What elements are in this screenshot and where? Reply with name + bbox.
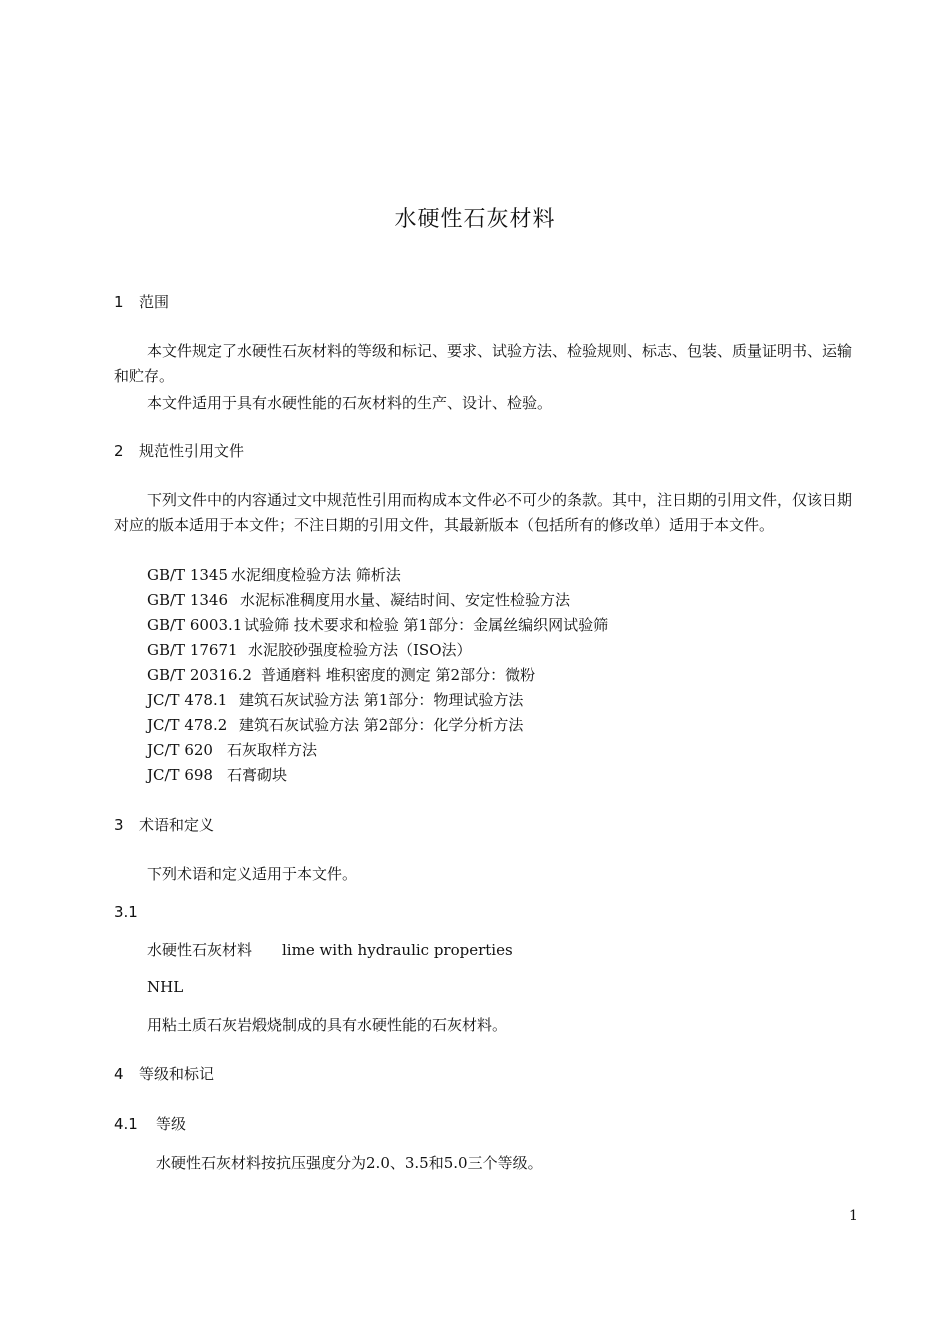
reference-item	[147, 690, 523, 710]
reference-item	[147, 640, 472, 660]
reference-code: JC/T 698	[147, 766, 213, 784]
subsection-4-1-heading	[114, 1114, 186, 1134]
reference-title: 水泥胶砂强度检验方法（ISO法）	[248, 641, 472, 659]
section-1-number: 1	[114, 293, 124, 311]
section-1-heading	[114, 292, 169, 312]
reference-code: GB/T 1346	[147, 591, 229, 609]
term-english: lime with hydraulic properties	[282, 941, 513, 959]
section-4-number: 4	[114, 1065, 124, 1083]
term-entry-number: 3.1	[114, 903, 138, 921]
reference-item	[147, 565, 401, 585]
reference-title: 建筑石灰试验方法 第2部分：化学分析方法	[239, 716, 524, 734]
section-2-number: 2	[114, 442, 124, 460]
term-abbreviation: NHL	[147, 978, 184, 996]
reference-item	[147, 765, 287, 785]
term-chinese: 水硬性石灰材料	[147, 941, 253, 959]
reference-code: GB/T 17671	[147, 641, 238, 659]
reference-title: 建筑石灰试验方法 第1部分：物理试验方法	[239, 691, 524, 709]
reference-title: 水泥标准稠度用水量、凝结时间、安定性检验方法	[240, 591, 571, 609]
section-1-title: 范围	[139, 293, 170, 311]
section-3-heading	[114, 815, 214, 835]
section-3-title: 术语和定义	[139, 816, 215, 834]
document-title: 水硬性石灰材料	[394, 207, 556, 232]
reference-title: 水泥细度检验方法 筛析法	[231, 566, 401, 584]
reference-item	[147, 665, 535, 685]
reference-code: JC/T 478.2	[147, 716, 228, 734]
section-2-title: 规范性引用文件	[139, 442, 245, 460]
subsection-4-1-number: 4.1	[114, 1115, 138, 1133]
reference-code: JC/T 478.1	[147, 691, 228, 709]
reference-title: 普通磨料 堆积密度的测定 第2部分：微粉	[261, 666, 536, 684]
reference-code: JC/T 620	[147, 741, 213, 759]
section-4-heading	[114, 1064, 214, 1084]
section-2-heading	[114, 441, 244, 461]
reference-title: 石灰取样方法	[227, 741, 318, 759]
reference-item	[147, 715, 523, 735]
normative-intro: 下列文件中的内容通过文中规范性引用而构成本文件必不可少的条款。其中，注日期的引用文件，仅该日期对应的版本适用于本文件；不注日期的引用文件，其最新版本（包括所有的修改单）适用于本文件。	[114, 491, 853, 534]
reference-code: GB/T 1345	[147, 566, 229, 584]
subsection-4-1-title: 等级	[156, 1115, 187, 1133]
terms-intro: 下列术语和定义适用于本文件。	[147, 865, 358, 883]
page-number: 1	[849, 1208, 858, 1224]
reference-item	[147, 590, 570, 610]
section-4-title: 等级和标记	[139, 1065, 215, 1083]
term-line	[147, 940, 513, 960]
term-definition: 用粘土质石灰岩煅烧制成的具有水硬性能的石灰材料。	[147, 1016, 508, 1034]
reference-code: GB/T 6003.1	[147, 616, 243, 634]
reference-code: GB/T 20316.2	[147, 666, 252, 684]
scope-paragraph-1: 本文件规定了水硬性石灰材料的等级和标记、要求、试验方法、检验规则、标志、包装、质量证明书、运输和贮存。	[114, 342, 853, 385]
reference-title: 试验筛 技术要求和检验 第1部分：金属丝编织网试验筛	[244, 616, 609, 634]
reference-item	[147, 740, 317, 760]
scope-paragraph-2: 本文件适用于具有水硬性能的石灰材料的生产、设计、检验。	[147, 394, 553, 412]
reference-item	[147, 615, 608, 635]
reference-title: 石膏砌块	[227, 766, 288, 784]
section-3-number: 3	[114, 816, 124, 834]
grades-text: 水硬性石灰材料按抗压强度分为2.0、3.5和5.0三个等级。	[156, 1154, 543, 1172]
